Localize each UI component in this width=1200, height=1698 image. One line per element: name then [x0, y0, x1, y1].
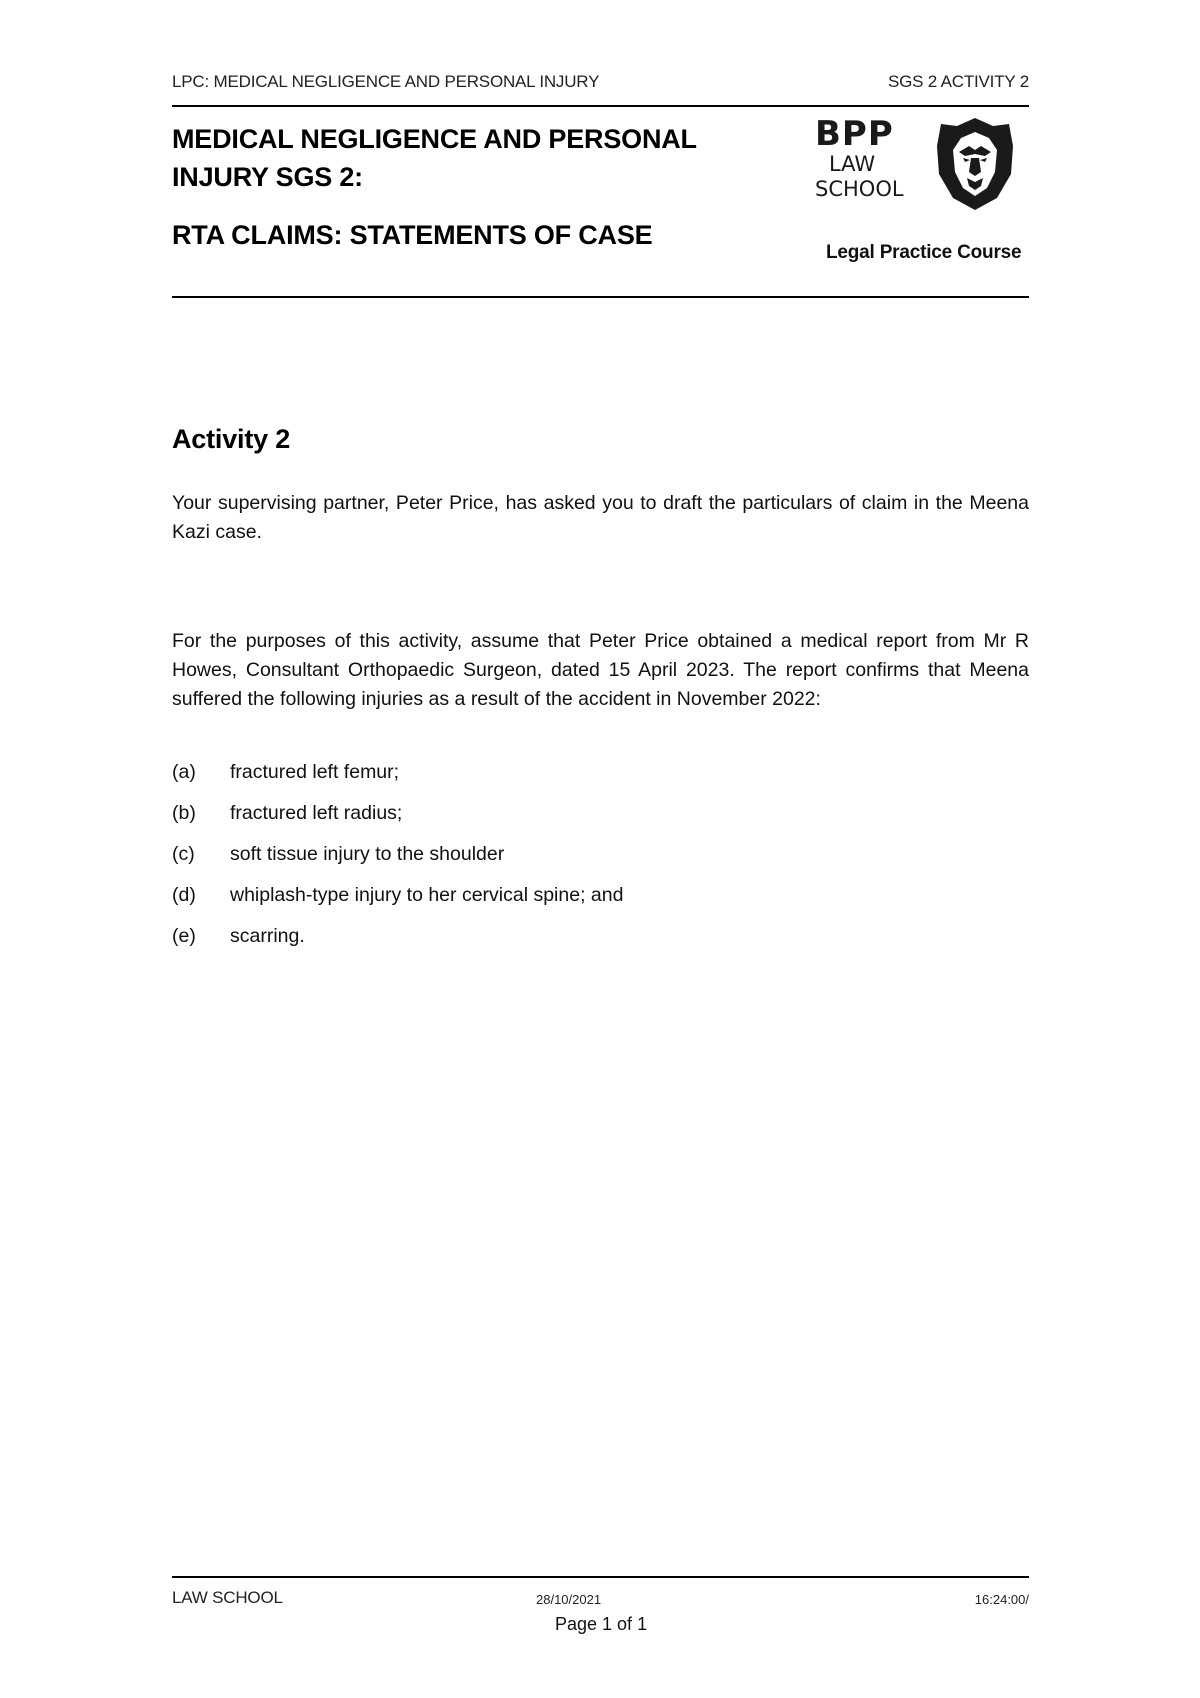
footer-date: 28/10/2021: [536, 1592, 602, 1607]
paragraph-instruction: Your supervising partner, Peter Price, has asked you to draft the particulars of claim in the Meena Kazi case.: [172, 492, 1029, 543]
footer-school: LAW SCHOOL: [172, 1588, 283, 1607]
list-marker: (c): [172, 843, 195, 865]
activity-heading: Activity 2: [172, 424, 291, 454]
logo-law: LAW: [829, 152, 876, 176]
header-activity-ref: SGS 2 ACTIVITY 2: [887, 72, 1029, 91]
list-item-text: scarring.: [230, 925, 305, 947]
title-line-1: MEDICAL NEGLIGENCE AND PERSONAL: [172, 124, 697, 154]
page-number: Page 1 of 1: [555, 1614, 648, 1634]
logo-school: SCHOOL: [815, 177, 904, 201]
logo-brand: BPP: [815, 114, 894, 154]
document-title: [172, 120, 772, 254]
list-item: [172, 758, 1029, 799]
list-marker: (b): [172, 802, 196, 824]
list-marker: (a): [172, 761, 196, 783]
list-marker: (d): [172, 884, 196, 906]
footer-time: 16:24:00/: [974, 1592, 1029, 1607]
course-label: Legal Practice Course: [826, 242, 1022, 263]
list-item-text: fractured left femur;: [230, 761, 400, 783]
header-course-title: LPC: MEDICAL NEGLIGENCE AND PERSONAL INJURY: [172, 72, 600, 91]
title-line-2: INJURY SGS 2:: [172, 162, 363, 192]
list-item: [172, 881, 1029, 922]
list-item: [172, 799, 1029, 840]
list-item: [172, 922, 1029, 963]
logo-wordmark: [815, 116, 925, 202]
list-item-text: fractured left radius;: [230, 802, 403, 824]
list-item-text: soft tissue injury to the shoulder: [230, 843, 505, 865]
bpp-law-school-logo: [815, 116, 1015, 216]
footer-divider: [172, 1576, 1029, 1578]
title-divider: [172, 296, 1029, 298]
lion-head-icon: [935, 116, 1015, 212]
paragraph-medical-report: For the purposes of this activity, assume that Peter Price obtained a medical report from Mr R Howes, Consultant Orthopaedic Surgeon, dated 15 April 2023. The report confirms that Meena suffered the following injuries as a result of the accident in November 2022:: [172, 630, 1029, 710]
running-header: [172, 72, 1029, 94]
document-subtitle: RTA CLAIMS: STATEMENTS OF CASE: [172, 220, 653, 250]
header-divider: [172, 105, 1029, 107]
list-marker: (e): [172, 925, 196, 947]
injury-list: [172, 758, 1029, 963]
list-item: [172, 840, 1029, 881]
list-item-text: whiplash-type injury to her cervical spine; and: [230, 884, 624, 906]
